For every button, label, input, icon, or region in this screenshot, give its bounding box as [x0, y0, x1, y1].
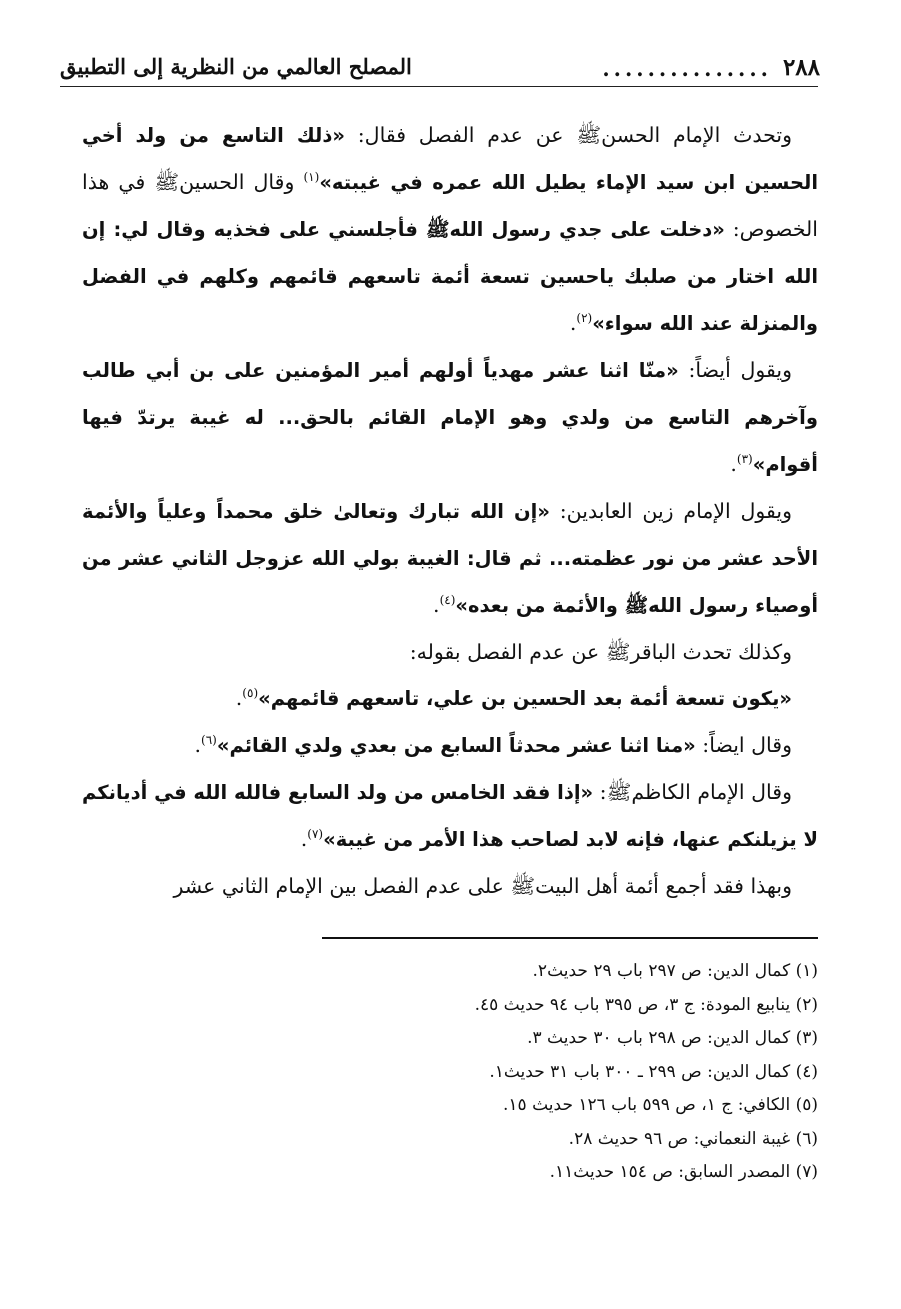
text-run: وقال الإمام الكاظمﷺ:	[593, 780, 792, 804]
paragraph-4	[82, 629, 818, 675]
page-header	[60, 54, 820, 88]
footnote-3: (٣) كمال الدين: ص ٢٩٨ باب ٣٠ حديث ٣.	[527, 1028, 818, 1048]
text-run: ويقول الإمام زين العابدين:	[549, 499, 792, 523]
text-run: .	[235, 686, 243, 710]
footnote-5: (٥) الكافي: ج ١، ص ٥٩٩ باب ١٢٦ حديث ١٥.	[503, 1095, 818, 1115]
text-run: .	[194, 733, 202, 757]
running-title: المصلح العالمي من النظرية إلى التطبيق	[60, 54, 412, 79]
quotation-text: «إن الله تبارك وتعالىٰ خلق محمداً وعلياً والأئمة الأحد عشر من نور عظمته... ثم قال: الغيبة بولي الله عزوجل الثاني عشر من أوصياء رسول اللهﷺ والأئمة من بعده»	[82, 500, 818, 617]
header-rule	[60, 86, 818, 87]
footnote-ref: (١)	[303, 170, 320, 185]
paragraph-8	[82, 863, 818, 909]
text-run: وبهذا فقد أجمع أئمة أهل البيتﷺ على عدم الفصل بين الإمام الثاني عشر	[173, 874, 792, 898]
header-leader-dots: ...............	[602, 56, 772, 81]
text-run: ويقول أيضاً:	[678, 358, 792, 382]
paragraph-1	[82, 112, 818, 347]
footnote-1: (١) كمال الدين: ص ٢٩٧ باب ٢٩ حديث٢.	[532, 961, 818, 981]
footnote-ref: (٤)	[439, 593, 456, 608]
footnote-ref: (٢)	[576, 311, 593, 326]
page-number: ٢٨٨	[782, 54, 820, 81]
quotation-text: «منا اثنا عشر محدثاً السابع من بعدي ولدي القائم»	[216, 734, 696, 757]
footnote-ref: (٥)	[242, 686, 259, 701]
footnote-ref: (٣)	[736, 452, 753, 467]
text-run: وكذلك تحدث الباقرﷺ عن عدم الفصل بقوله:	[409, 640, 792, 664]
text-run: .	[300, 827, 308, 851]
paragraph-5	[82, 675, 818, 722]
text-run: وتحدث الإمام الحسنﷺ عن عدم الفصل فقال:	[344, 123, 792, 147]
footnote-separator	[322, 937, 818, 939]
quotation-text: «إذا فقد الخامس من ولد السابع فالله الله في أديانكم لا يزيلنكم عنها، فإنه لابد لصاحب هذا الأمر من غيبة»	[82, 781, 818, 851]
footnotes	[298, 955, 818, 1190]
text-run: .	[433, 593, 440, 617]
paragraph-2	[82, 347, 818, 488]
footnote-2: (٢) ينابيع المودة: ج ٣، ص ٣٩٥ باب ٩٤ حديث ٤٥.	[474, 994, 818, 1015]
quotation-text: «دخلت على جدي رسول اللهﷺ فأجلسني على فخذيه وقال لي: إن الله اختار من صلبك ياحسين تسعة أئمة تاسعهم قائمهم وكلهم في الفضل والمنزلة عند الله سواء»	[82, 218, 818, 335]
footnote-ref: (٦)	[201, 733, 217, 748]
paragraph-7	[82, 769, 818, 863]
footnote-6: (٦) غيبة النعماني: ص ٩٦ حديث ٢٨.	[568, 1128, 818, 1149]
text-run: وقال ايضاً:	[695, 733, 792, 757]
text-run: .	[569, 311, 577, 335]
paragraph-3	[82, 488, 818, 629]
footnote-ref: (٧)	[307, 827, 324, 842]
text-run: وقال الحسينﷺ في هذا الخصوص:	[82, 170, 819, 241]
quotation-text: «ذلك التاسع من ولد أخي الحسين ابن سيد الإماء يطيل الله عمره في غيبته»	[82, 124, 818, 194]
body-text	[82, 112, 818, 909]
paragraph-6	[82, 722, 818, 769]
quotation-text: «يكون تسعة أئمة بعد الحسين بن علي، تاسعهم قائمهم»	[258, 687, 792, 710]
footnote-7: (٧) المصدر السابق: ص ١٥٤ حديث١١.	[549, 1162, 818, 1182]
footnote-4: (٤) كمال الدين: ص ٢٩٩ ـ ٣٠٠ باب ٣١ حديث١.	[489, 1061, 818, 1082]
quotation-text: «منّا اثنا عشر مهدياً أولهم أمير المؤمنين على بن أبي طالب وآخرهم التاسع من ولدي وهو الإمام القائم بالحق... له غيبة يرتدّ فيها أقوام»	[82, 359, 818, 476]
text-run: .	[730, 452, 737, 476]
